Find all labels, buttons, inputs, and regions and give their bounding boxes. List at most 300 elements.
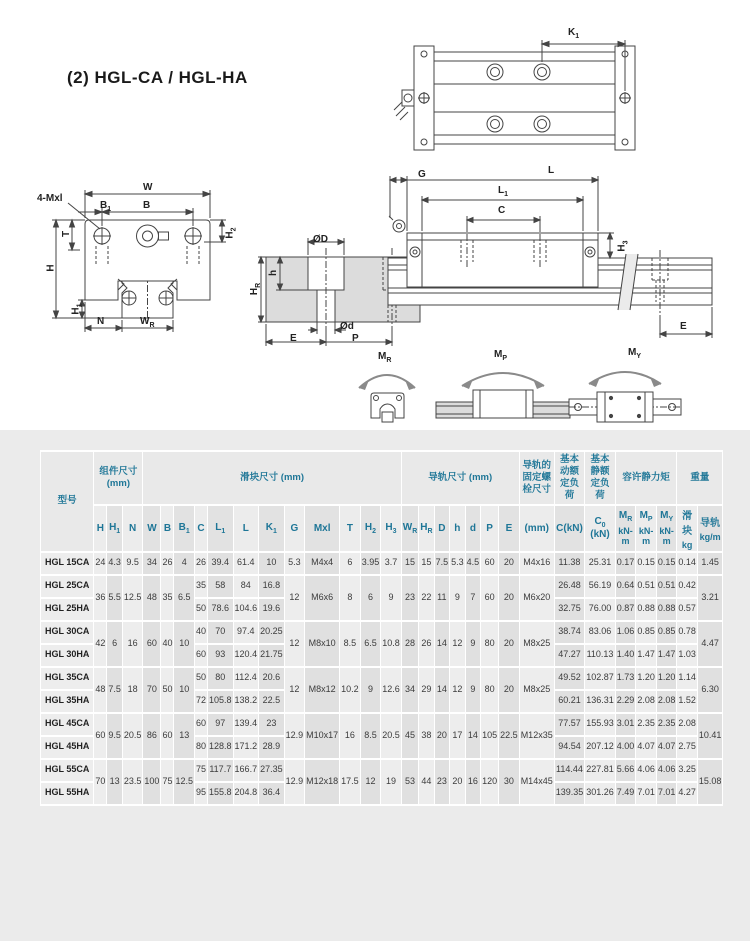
dim-label-l1: $L_1$	[498, 185, 509, 198]
table-cell: 45	[401, 713, 419, 759]
column-group-header: 组件尺寸 (mm)	[94, 451, 143, 505]
table-cell: 60	[94, 713, 107, 759]
table-cell: M8x12	[305, 667, 340, 713]
table-cell: 23	[401, 575, 419, 621]
column-header: P	[481, 505, 499, 552]
table-cell: 0.14	[677, 552, 698, 575]
table-cell: 80	[208, 667, 234, 690]
dim-label-hr: $H_R$	[249, 282, 263, 296]
table-cell: 120	[481, 759, 499, 805]
table-cell: 139.35	[554, 782, 585, 805]
column-header: $H_R$	[419, 505, 434, 552]
table-cell: 6	[360, 575, 381, 621]
table-cell: 10	[259, 552, 285, 575]
table-cell: 1.03	[677, 644, 698, 667]
table-cell: 38.74	[554, 621, 585, 644]
column-header: $H_2$	[360, 505, 381, 552]
model-cell: HGL 25HA	[41, 598, 94, 621]
table-cell: 12.9	[284, 713, 305, 759]
table-cell: 75	[195, 759, 208, 782]
table-cell: M6x6	[305, 575, 340, 621]
column-group-header: 基本动额定负荷	[554, 451, 585, 505]
moment-label-mr: $M_R$	[378, 351, 392, 364]
table-cell: 0.78	[677, 621, 698, 644]
dim-label-h2: $H_2$	[224, 227, 238, 239]
table-cell: 76.00	[585, 598, 616, 621]
dim-label-l: L	[548, 165, 555, 176]
column-group-header: 导轨的固定螺栓尺寸	[519, 451, 554, 505]
table-cell: 105	[481, 713, 499, 759]
block-side	[389, 216, 598, 287]
table-cell: 1.20	[656, 667, 677, 690]
table-cell: 11	[434, 575, 450, 621]
table-cell: 114.44	[554, 759, 585, 782]
table-cell: M10x17	[305, 713, 340, 759]
table-row	[41, 667, 723, 690]
table-cell: 9	[360, 667, 381, 713]
table-cell: 17	[450, 713, 466, 759]
column-header: $C_0$ (kN)	[585, 505, 616, 552]
dim-label-h: H	[45, 264, 57, 272]
column-header: T	[340, 505, 361, 552]
table-cell: 12	[450, 621, 466, 667]
table-cell: 58	[208, 575, 234, 598]
table-cell: 5.5	[107, 575, 123, 621]
table-cell: 4.07	[656, 736, 677, 759]
column-header: $B_1$	[174, 505, 195, 552]
model-cell: HGL 45CA	[41, 713, 94, 736]
table-cell: 20	[499, 552, 520, 575]
table-cell: 12	[284, 667, 305, 713]
column-group-header: 滑块尺寸 (mm)	[143, 451, 401, 505]
table-cell: 0.87	[615, 598, 636, 621]
model-cell: HGL 55HA	[41, 782, 94, 805]
table-cell: 4.00	[615, 736, 636, 759]
table-cell: 9	[465, 667, 481, 713]
table-cell: 75	[161, 759, 174, 805]
table-cell: M8x25	[519, 667, 554, 713]
column-header: $H_3$	[381, 505, 402, 552]
table-cell: 5.3	[450, 552, 466, 575]
table-cell: 4.3	[107, 552, 123, 575]
table-cell: 93	[208, 644, 234, 667]
table-cell: 5.66	[615, 759, 636, 782]
block-side-view-drawing	[388, 162, 718, 352]
table-cell: 26	[195, 552, 208, 575]
table-cell: 47.27	[554, 644, 585, 667]
table-cell: 0.64	[615, 575, 636, 598]
table-cell: 72	[195, 690, 208, 713]
table-cell: 18	[122, 667, 143, 713]
column-header: L	[233, 505, 259, 552]
table-cell: 120.4	[233, 644, 259, 667]
table-cell: 227.81	[585, 759, 616, 782]
table-cell: 60	[195, 713, 208, 736]
table-cell: 2.29	[615, 690, 636, 713]
table-cell: 15.08	[697, 759, 723, 805]
table-cell: 20	[499, 575, 520, 621]
table-cell: 3.7	[381, 552, 402, 575]
table-cell: 26.48	[554, 575, 585, 598]
model-cell: HGL 35HA	[41, 690, 94, 713]
table-cell: 97.4	[233, 621, 259, 644]
table-cell: 15	[401, 552, 419, 575]
column-group-header: 型号	[41, 451, 94, 552]
table-cell: 60	[195, 644, 208, 667]
table-cell: 2.35	[656, 713, 677, 736]
table-cell: 1.47	[636, 644, 657, 667]
table-cell: 26	[419, 621, 434, 667]
table-cell: 139.4	[233, 713, 259, 736]
table-cell: 13	[174, 713, 195, 759]
table-cell: 80	[481, 621, 499, 667]
table-cell: 49.52	[554, 667, 585, 690]
column-group-header: 容许静力矩	[615, 451, 677, 505]
column-group-header: 重量	[677, 451, 723, 505]
dim-label-k1: $K_1$	[568, 27, 580, 40]
moment-label-my: $M_Y$	[628, 347, 642, 360]
column-header: $M_R$ kN-m	[615, 505, 636, 552]
dim-label-e-left: E	[290, 333, 297, 344]
table-cell: 9.5	[122, 552, 143, 575]
table-cell: 155.93	[585, 713, 616, 736]
column-header: 滑块 kg	[677, 505, 698, 552]
table-cell: 166.7	[233, 759, 259, 782]
table-cell: 19	[381, 759, 402, 805]
table-cell: 16	[340, 713, 361, 759]
my-arc-arrow	[589, 372, 661, 384]
table-cell: 9	[450, 575, 466, 621]
table-cell: 7.49	[615, 782, 636, 805]
table-cell: 9.5	[107, 713, 123, 759]
table-cell: 0.85	[656, 621, 677, 644]
table-cell: M4x4	[305, 552, 340, 575]
table-cell: 4.47	[697, 621, 723, 667]
table-cell: 78.6	[208, 598, 234, 621]
table-cell: 16	[465, 759, 481, 805]
table-cell: 1.20	[636, 667, 657, 690]
table-cell: 56.19	[585, 575, 616, 598]
mp-arc-arrow	[462, 373, 544, 386]
table-cell: M6x20	[519, 575, 554, 621]
column-header: $L_1$	[208, 505, 234, 552]
table-cell: 27.35	[259, 759, 285, 782]
table-cell: 97	[208, 713, 234, 736]
column-header: N	[122, 505, 143, 552]
model-cell: HGL 45HA	[41, 736, 94, 759]
table-cell: 207.12	[585, 736, 616, 759]
table-cell: 14	[434, 621, 450, 667]
table-cell: 40	[161, 621, 174, 667]
dim-label-c: C	[498, 205, 506, 216]
table-cell: 23	[259, 713, 285, 736]
column-group-header: 基本静额定负荷	[585, 451, 616, 505]
page-title: (2) HGL-CA / HGL-HA	[67, 68, 248, 87]
model-cell: HGL 30HA	[41, 644, 94, 667]
table-cell: 10.8	[381, 621, 402, 667]
column-header: $W_R$	[401, 505, 419, 552]
header-group-row	[41, 451, 723, 505]
column-header: $K_1$	[259, 505, 285, 552]
table-cell: 7.5	[107, 667, 123, 713]
table-cell: 6.30	[697, 667, 723, 713]
column-header: d	[465, 505, 481, 552]
table-cell: 14	[434, 667, 450, 713]
dim-label-p: P	[352, 333, 359, 344]
column-header: h	[450, 505, 466, 552]
table-cell: 1.47	[656, 644, 677, 667]
column-header: C(kN)	[554, 505, 585, 552]
table-cell: 1.14	[677, 667, 698, 690]
table-cell: 36	[94, 575, 107, 621]
table-cell: 24	[94, 552, 107, 575]
table-cell: 128.8	[208, 736, 234, 759]
table-cell: 6	[340, 552, 361, 575]
table-cell: 0.88	[656, 598, 677, 621]
table-cell: 7.01	[656, 782, 677, 805]
table-cell: 0.88	[636, 598, 657, 621]
table-cell: 117.7	[208, 759, 234, 782]
spec-table-body	[41, 552, 723, 805]
table-cell: 13	[107, 759, 123, 805]
table-cell: 0.42	[677, 575, 698, 598]
table-cell: 2.75	[677, 736, 698, 759]
table-cell: 1.73	[615, 667, 636, 690]
table-cell: 0.57	[677, 598, 698, 621]
table-cell: 110.13	[585, 644, 616, 667]
table-cell: 34	[143, 552, 161, 575]
table-cell: 10	[174, 667, 195, 713]
table-cell: 70	[208, 621, 234, 644]
table-cell: 0.17	[615, 552, 636, 575]
table-cell: 70	[143, 667, 161, 713]
table-cell: 48	[94, 667, 107, 713]
table-cell: 22.5	[499, 713, 520, 759]
table-cell: 35	[195, 575, 208, 598]
dim-label-od-big: ØD	[313, 234, 328, 245]
column-header: $M_Y$ kN-m	[656, 505, 677, 552]
table-cell: 60	[143, 621, 161, 667]
table-cell: 17.5	[340, 759, 361, 805]
table-cell: 60	[481, 575, 499, 621]
model-cell: HGL 15CA	[41, 552, 94, 575]
table-cell: M14x45	[519, 759, 554, 805]
dim-label-t: T	[61, 230, 73, 238]
table-cell: 84	[233, 575, 259, 598]
table-cell: 20	[499, 667, 520, 713]
table-cell: 7.01	[636, 782, 657, 805]
dim-label-od-small: Ød	[340, 321, 354, 332]
table-cell: 4.06	[636, 759, 657, 782]
table-cell: 50	[195, 598, 208, 621]
table-row	[41, 759, 723, 782]
table-cell: 0.15	[636, 552, 657, 575]
table-cell: 6.5	[174, 575, 195, 621]
table-cell: 77.57	[554, 713, 585, 736]
grease-nipple	[394, 90, 414, 120]
table-cell: 7.5	[434, 552, 450, 575]
table-cell: 8.5	[340, 621, 361, 667]
table-cell: 138.2	[233, 690, 259, 713]
column-header: C	[195, 505, 208, 552]
table-cell: 12.5	[174, 759, 195, 805]
dim-label-e-right: E	[680, 321, 687, 332]
table-cell: 20.5	[381, 713, 402, 759]
column-header: (mm)	[519, 505, 554, 552]
table-row	[41, 713, 723, 736]
column-header: 导轨 kg/m	[697, 505, 723, 552]
dim-label-h3: $H_3$	[616, 240, 630, 252]
moment-my-drawing	[565, 356, 685, 428]
table-cell: 36.4	[259, 782, 285, 805]
table-cell: 8	[340, 575, 361, 621]
table-cell: M12x18	[305, 759, 340, 805]
column-header: W	[143, 505, 161, 552]
moment-label-mp: $M_P$	[494, 349, 508, 362]
table-cell: 10.41	[697, 713, 723, 759]
model-cell: HGL 25CA	[41, 575, 94, 598]
table-cell: 0.85	[636, 621, 657, 644]
table-cell: 50	[195, 667, 208, 690]
column-header: $H_1$	[107, 505, 123, 552]
table-cell: M4x16	[519, 552, 554, 575]
table-cell: 0.51	[656, 575, 677, 598]
table-cell: 20	[434, 713, 450, 759]
column-header: E	[499, 505, 520, 552]
mp-block-icon	[436, 390, 570, 418]
dim-label-wr: $W_R$	[140, 316, 155, 329]
table-cell: 16.8	[259, 575, 285, 598]
dim-label-h-depth: h	[268, 269, 280, 277]
table-cell: 171.2	[233, 736, 259, 759]
table-cell: 2.35	[636, 713, 657, 736]
table-cell: 21.75	[259, 644, 285, 667]
table-cell: 10	[174, 621, 195, 667]
table-cell: 14	[465, 713, 481, 759]
dim-label-4mxl: 4-Mxl	[37, 193, 63, 204]
table-cell: 5.3	[284, 552, 305, 575]
model-cell: HGL 55CA	[41, 759, 94, 782]
table-cell: 204.8	[233, 782, 259, 805]
spec-table	[40, 450, 723, 806]
mr-block-icon	[371, 393, 404, 422]
column-group-header: 导轨尺寸 (mm)	[401, 451, 519, 505]
table-cell: 4.27	[677, 782, 698, 805]
table-cell: 6	[107, 621, 123, 667]
table-cell: 3.21	[697, 575, 723, 621]
table-cell: 0.15	[656, 552, 677, 575]
table-cell: 6.5	[360, 621, 381, 667]
table-cell: 42	[94, 621, 107, 667]
table-cell: 10.2	[340, 667, 361, 713]
table-cell: 12	[360, 759, 381, 805]
table-cell: 2.08	[636, 690, 657, 713]
table-cell: 0.51	[636, 575, 657, 598]
table-cell: 105.8	[208, 690, 234, 713]
table-cell: 38	[419, 713, 434, 759]
table-cell: 3.25	[677, 759, 698, 782]
column-header: D	[434, 505, 450, 552]
table-cell: 30	[499, 759, 520, 805]
table-cell: 20	[499, 621, 520, 667]
table-cell: 61.4	[233, 552, 259, 575]
block-top-view-lines	[394, 40, 635, 150]
table-cell: 301.26	[585, 782, 616, 805]
table-cell: 9	[465, 621, 481, 667]
table-cell: 35	[161, 575, 174, 621]
table-cell: 112.4	[233, 667, 259, 690]
table-cell: 28.9	[259, 736, 285, 759]
table-cell: 40	[195, 621, 208, 644]
table-cell: 29	[419, 667, 434, 713]
table-cell: 12.6	[381, 667, 402, 713]
table-cell: 1.45	[697, 552, 723, 575]
table-row	[41, 552, 723, 575]
column-header: B	[161, 505, 174, 552]
column-header: $M_P$ kN-m	[636, 505, 657, 552]
table-cell: 136.31	[585, 690, 616, 713]
dim-label-g: G	[418, 169, 426, 180]
table-cell: 23.5	[122, 759, 143, 805]
model-cell: HGL 30CA	[41, 621, 94, 644]
table-cell: 23	[434, 759, 450, 805]
table-cell: 60.21	[554, 690, 585, 713]
table-cell: 60	[481, 552, 499, 575]
table-cell: 12	[284, 575, 305, 621]
table-cell: 15	[419, 552, 434, 575]
table-cell: 2.08	[656, 690, 677, 713]
table-cell: 32.75	[554, 598, 585, 621]
moment-mr-drawing	[345, 356, 430, 428]
table-cell: 2.08	[677, 713, 698, 736]
my-block-icon	[569, 392, 681, 422]
table-cell: 16	[122, 621, 143, 667]
table-cell: 11.38	[554, 552, 585, 575]
table-cell: M8x10	[305, 621, 340, 667]
table-cell: 19.6	[259, 598, 285, 621]
table-cell: 100	[143, 759, 161, 805]
table-cell: 7	[465, 575, 481, 621]
table-cell: 12	[284, 621, 305, 667]
table-cell: 4.06	[656, 759, 677, 782]
table-cell: 50	[161, 667, 174, 713]
table-cell: 102.87	[585, 667, 616, 690]
table-cell: 48	[143, 575, 161, 621]
table-cell: 28	[401, 621, 419, 667]
table-cell: 53	[401, 759, 419, 805]
table-cell: 20	[450, 759, 466, 805]
table-cell: 80	[195, 736, 208, 759]
block-top-view-drawing	[400, 28, 660, 166]
dim-label-b1: $B_1$	[100, 200, 112, 213]
table-cell: M12x35	[519, 713, 554, 759]
column-header: Mxl	[305, 505, 340, 552]
dim-label-n: N	[97, 316, 105, 327]
dim-label-w: W	[143, 182, 153, 193]
table-cell: 3.01	[615, 713, 636, 736]
table-cell: 4.07	[636, 736, 657, 759]
table-row	[41, 621, 723, 644]
table-cell: 20.6	[259, 667, 285, 690]
table-cell: 25.31	[585, 552, 616, 575]
table-cell: M8x25	[519, 621, 554, 667]
table-cell: 20.5	[122, 713, 143, 759]
table-cell: 39.4	[208, 552, 234, 575]
table-cell: 60	[161, 713, 174, 759]
table-cell: 4	[174, 552, 195, 575]
header-symbol-row	[41, 505, 723, 552]
table-cell: 95	[195, 782, 208, 805]
